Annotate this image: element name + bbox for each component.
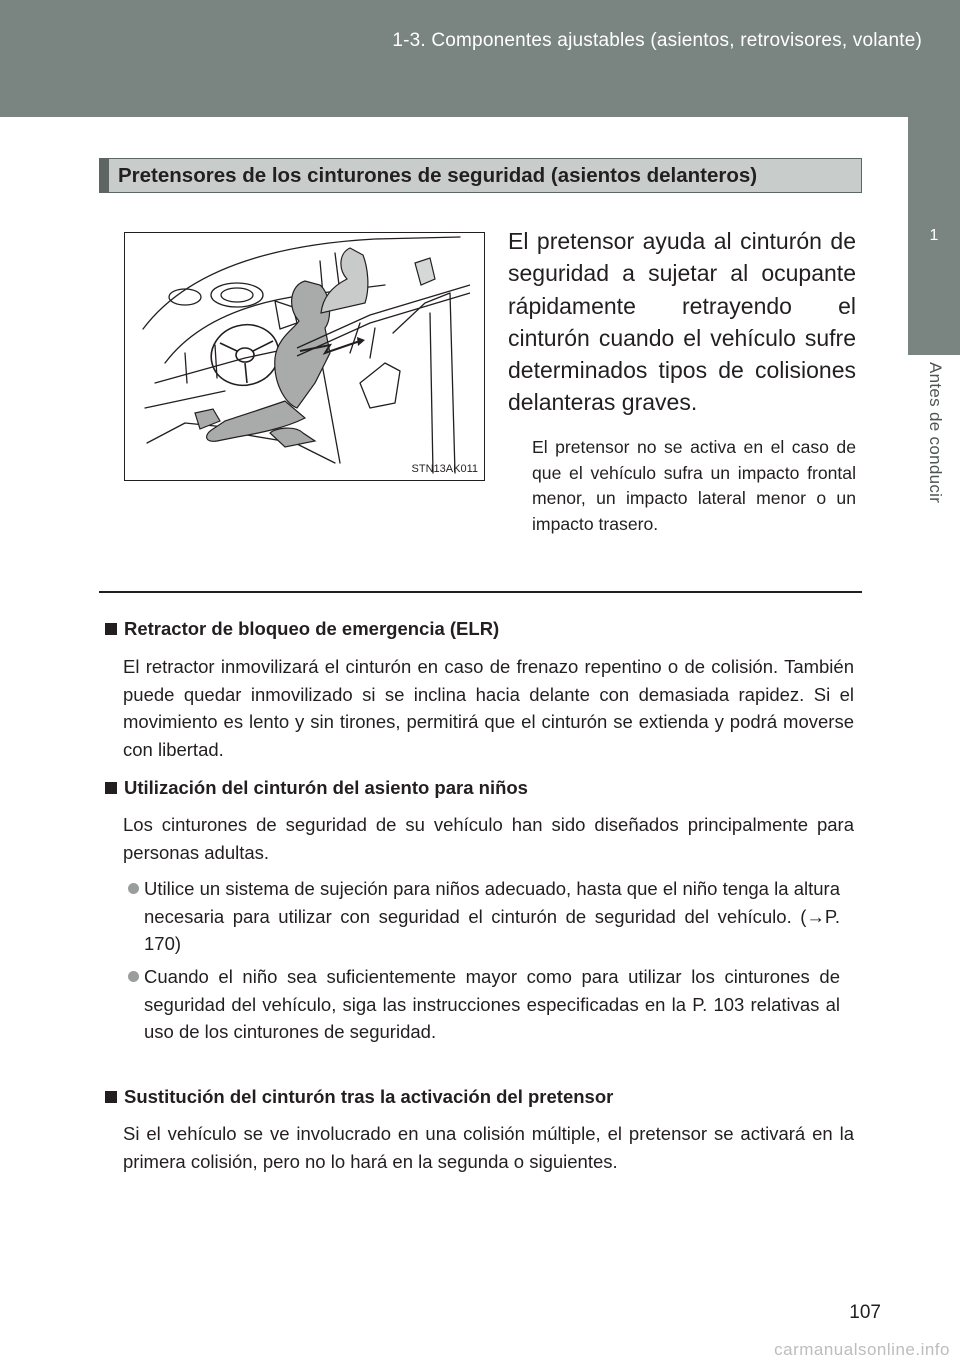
note-heading-replacement (105, 1086, 613, 1108)
square-bullet-icon (105, 1091, 117, 1103)
section-title-bar (100, 159, 109, 192)
section-title: Pretensores de los cinturones de seguridad (asientos delanteros) (118, 163, 758, 187)
note-body-elr: El retractor inmovilizará el cinturón en caso de frenazo repentino o de colisión. También puede quedar inmovilizado si se inclina hacia delante con demasiada rapidez. Si el movimiento es lento y sin tirones, permitirá que el cinturón se extienda y podrá moverse con libertad. (123, 656, 854, 760)
pretensioner-illustration (124, 232, 485, 481)
header-section-path: 1-3. Componentes ajustables (asientos, retrovisores, volante) (392, 30, 922, 51)
note-heading-text: Sustitución del cinturón tras la activación del pretensor (124, 1086, 614, 1107)
chapter-title-vertical (920, 362, 950, 552)
chapter-number: 1 (929, 227, 939, 244)
watermark: carmanualsonline.info (774, 1340, 950, 1359)
section-divider (99, 591, 862, 593)
note-heading-elr (105, 618, 499, 640)
pretensioner-note: El pretensor no se activa en el caso de que el vehículo sufra un impacto frontal menor, un impacto lateral menor o un impacto trasero. (532, 437, 856, 534)
chapter-title: Antes de conducir (926, 362, 945, 504)
note-body-children: Los cinturones de seguridad de su vehículo han sido diseñados principalmente para personas adultas. (123, 814, 854, 863)
square-bullet-icon (105, 623, 117, 635)
header-band (0, 0, 960, 117)
car-interior-drawing (125, 233, 483, 479)
bullet-dot-icon (128, 971, 139, 982)
list-item-text: Cuando el niño sea suficientemente mayor como para utilizar los cinturones de seguridad del vehículo, siga las instrucciones especificadas en la P. 103 relativas al uso de los cinturones de seguridad. (144, 966, 840, 1043)
note-heading-children (105, 777, 528, 799)
list-item (128, 963, 840, 1046)
figure-code: STN13AK011 (411, 463, 478, 475)
note-heading-text: Utilización del cinturón del asiento para niños (124, 777, 528, 798)
note-heading-text: Retractor de bloqueo de emergencia (ELR) (124, 618, 500, 639)
section-title-box (99, 158, 862, 193)
pretensioner-intro: El pretensor ayuda al cinturón de seguridad a sujetar al ocupante rápidamente retrayendo el cinturón cuando el vehículo sufre determinados tipos de colisiones delanteras graves. (508, 228, 856, 416)
note-body-replacement: Si el vehículo se ve involucrado en una colisión múltiple, el pretensor se activará en la primera colisión, pero no lo hará en la segunda o siguientes. (123, 1123, 854, 1172)
square-bullet-icon (105, 782, 117, 794)
list-item (128, 875, 840, 958)
bullet-dot-icon (128, 883, 139, 894)
page-number: 107 (849, 1302, 881, 1323)
list-item-text: Utilice un sistema de sujeción para niños adecuado, hasta que el niño tenga la altura necesaria para utilizar con seguridad el cinturón de seguridad del vehículo. (→P. 170) (144, 878, 840, 955)
